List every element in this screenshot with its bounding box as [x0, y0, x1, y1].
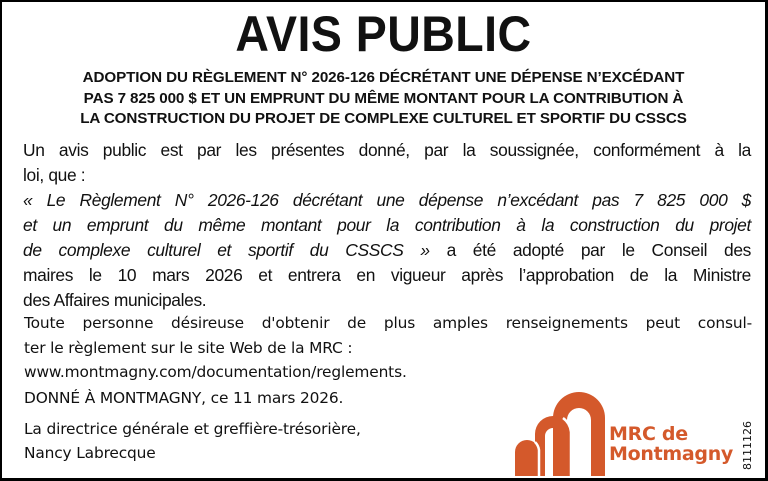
- signature-block: [24, 418, 361, 465]
- arches-logo-icon: [515, 390, 609, 476]
- bylaw-line-mixed: [23, 238, 751, 263]
- logo-line: Montmagny: [609, 443, 734, 465]
- mrc-montmagny-logo: [515, 390, 745, 476]
- signatory-name: Nancy Labrecque: [24, 443, 156, 462]
- info-line: ter le règlement sur le site Web de la MRC :: [24, 338, 353, 357]
- subtitle-line: PAS 7 825 000 $ ET UN EMPRUNT DU MÊME MONTANT POUR LA CONTRIBUTION À: [83, 89, 684, 107]
- notice-subtitle: [22, 68, 745, 130]
- bylaw-paragraph: [23, 188, 751, 313]
- given-date: DONNÉ À MONTMAGNY, ce 11 mars 2026.: [24, 389, 344, 407]
- subtitle-line: ADOPTION DU RÈGLEMENT N° 2026-126 DÉCRÉTANT UNE DÉPENSE N’EXCÉDANT: [82, 69, 685, 86]
- intro-line: loi, que :: [23, 165, 86, 185]
- bylaw-quote-line: et un emprunt du même montant pour la contribution à la construction du projet: [23, 215, 751, 235]
- intro-line: Un avis public est par les présentes donné, par la soussignée, conformément à la: [23, 140, 751, 160]
- bylaw-quote-line: « Le Règlement N° 2026-126 décrétant une dépense n’excédant pas 7 825 000 $: [23, 190, 751, 210]
- info-line: Toute personne désireuse d'obtenir de plus amples renseignements peut consul-: [24, 314, 752, 332]
- bylaw-line: des Affaires municipales.: [23, 290, 207, 310]
- info-paragraph: [24, 311, 752, 385]
- adoption-text: a été adopté par le Conseil des: [429, 240, 751, 260]
- logo-text: [609, 424, 733, 464]
- subtitle-line: LA CONSTRUCTION DU PROJET DE COMPLEXE CULTUREL ET SPORTIF DU CSSCS: [80, 110, 687, 127]
- notice-title: AVIS PUBLIC: [235, 6, 532, 62]
- logo-line: MRC de: [609, 423, 688, 445]
- intro-paragraph: [23, 138, 751, 188]
- website-link[interactable]: www.montmagny.com/documentation/reglements.: [24, 363, 407, 381]
- signatory-role: La directrice générale et greffière-trésorière,: [24, 420, 361, 438]
- bylaw-line: maires le 10 mars 2026 et entrera en vigueur après l’approbation de la Ministre: [23, 265, 751, 285]
- bylaw-quote-end: de complexe culturel et sportif du CSSCS »: [23, 240, 430, 260]
- reference-code: 8111126: [741, 421, 754, 470]
